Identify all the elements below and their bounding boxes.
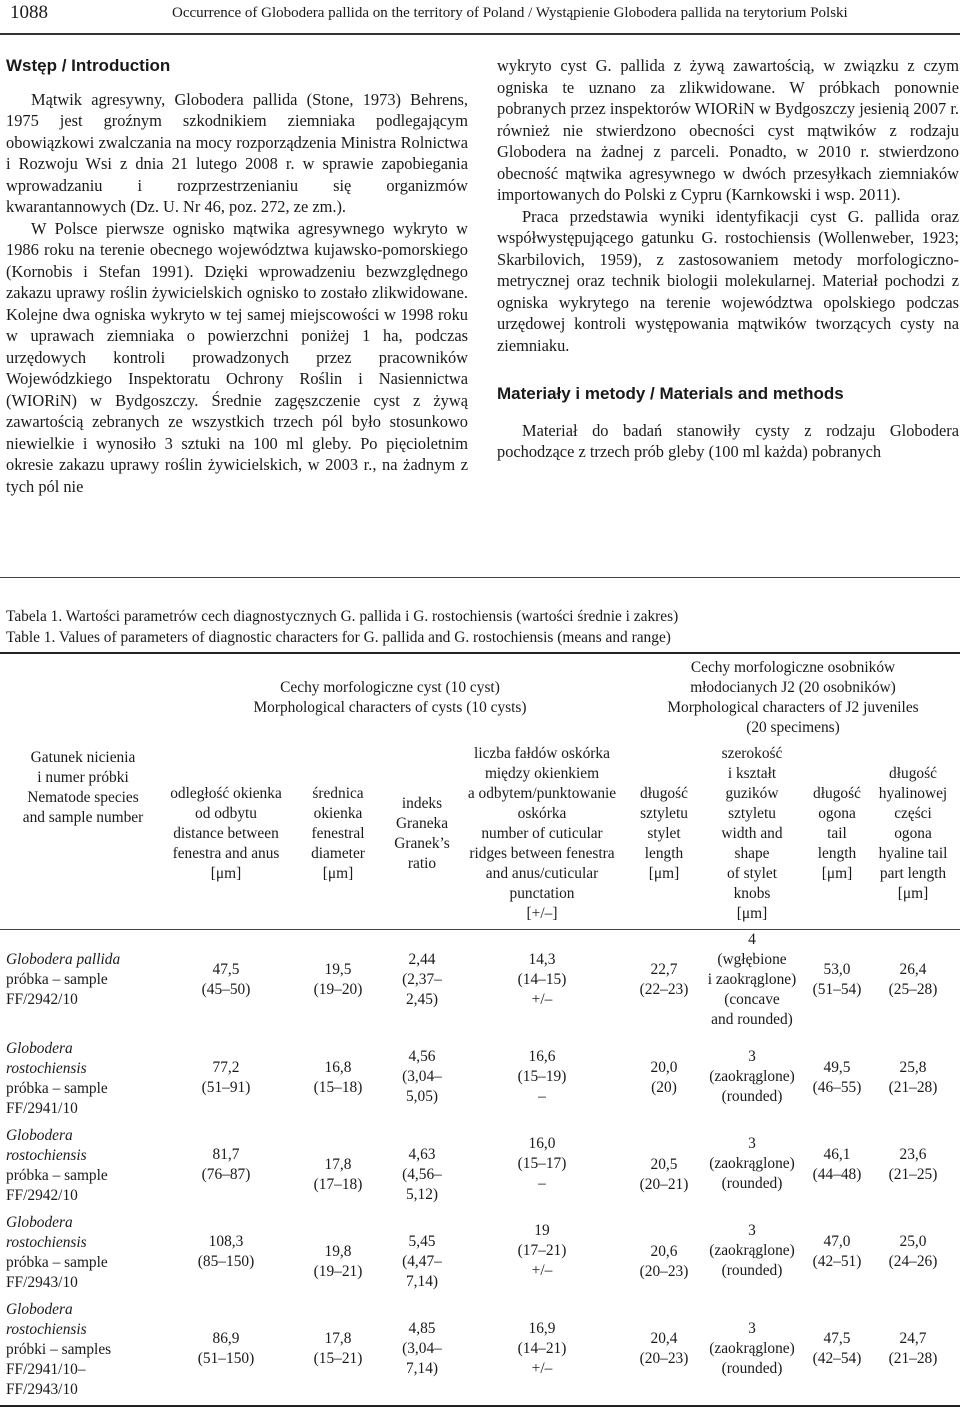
right-column: [497, 55, 959, 463]
page-header: [0, 0, 960, 38]
table-row-3-tail-length: 46,1 (44–48): [812, 1146, 862, 1183]
table-row-3-diameter: 17,8 (17–18): [313, 1156, 363, 1193]
table-row-4-ridges: 19 (17–21) +/–: [517, 1222, 567, 1279]
table-row-3-hyaline-tail: 23,6 (21–25): [888, 1146, 938, 1183]
table-row-3-ridges: 16,0 (15–17) –: [517, 1135, 567, 1192]
table-row-5-diameter: 17,8 (15–21): [313, 1330, 363, 1367]
table-row-1-species: Globodera pallida próbka – sample FF/2942/10: [6, 951, 121, 1008]
table-row-5-species: Globodera rostochiensis próbki – samples FF/2941/10– FF/2943/10: [6, 1301, 112, 1398]
table-row-5-granek: 4,85 (3,04– 7,14): [402, 1320, 442, 1377]
table-caption-en: Table 1. Values of parameters of diagnostic characters for G. pallida and G. rostochiensis (means and range): [6, 629, 671, 646]
table-row-1-diameter: 19,5 (19–20): [313, 961, 363, 998]
table-row-2-distance: 77,2 (51–91): [201, 1059, 251, 1096]
methods-paragraph-1: Materiał do badań stanowiły cysty z rodzaju Globodera pochodzące z trzech prób gleby (100 ml każda) pobranych: [497, 420, 959, 461]
methods-heading: Materiały i metody / Materials and methods: [497, 384, 844, 403]
table-row-4-species: Globodera rostochiensis próbka – sample FF/2943/10: [6, 1214, 108, 1291]
table-row-4-tail-length: 47,0 (42–51): [812, 1233, 862, 1270]
table-row-4-stylet-length: 20,6 (20–23): [639, 1243, 689, 1280]
body-rule: [0, 577, 960, 578]
page-number: 1088: [10, 2, 48, 23]
table-row-4-distance: 108,3 (85–150): [197, 1233, 255, 1270]
group-heading-cysts: Cechy morfologiczne cyst (10 cyst) Morphological characters of cysts (10 cysts): [253, 679, 527, 716]
table-row-2-hyaline-tail: 25,8 (21–28): [888, 1059, 938, 1096]
group-heading-juveniles: Cechy morfologiczne osobników młodocianych J2 (20 osobników) Morphological characters of J2 juveniles (20 specimens): [667, 659, 919, 736]
table-row-2-ridges: 16,6 (15–19) –: [517, 1048, 567, 1105]
table-row-3-granek: 4,63 (4,56– 5,12): [402, 1146, 442, 1203]
table-row-3-stylet-length: 20,5 (20–21): [639, 1156, 689, 1193]
column-header-stylet-knobs: szerokość i kształt guzików sztyletu width and shape of stylet knobs [μm]: [721, 745, 783, 922]
column-header-granek: indeks Graneka Granek’s ratio: [394, 795, 450, 872]
table-row-1-stylet-knobs: 4 (wgłębione i zaokrąglone) (concave and rounded): [707, 931, 797, 1028]
table-row-1-tail-length: 53,0 (51–54): [812, 961, 862, 998]
table-row-2-stylet-length: 20,0 (20): [650, 1059, 678, 1096]
introduction-heading: Wstęp / Introduction: [6, 56, 171, 75]
table-row-4-stylet-knobs: 3 (zaokrąglone) (rounded): [709, 1222, 795, 1279]
column-header-distance: odległość okienka od odbytu distance between fenestra and anus [μm]: [170, 785, 282, 882]
column-header-species: Gatunek nicienia i numer próbki Nematode species and sample number: [22, 749, 144, 826]
table-bottom-rule: [0, 1405, 960, 1407]
table-row-2-diameter: 16,8 (15–18): [313, 1059, 363, 1096]
column-header-tail-length: długość ogona tail length [μm]: [813, 785, 861, 882]
table-row-3-distance: 81,7 (76–87): [201, 1146, 251, 1183]
table-captions: [6, 606, 956, 648]
table-row-2-tail-length: 49,5 (46–55): [812, 1059, 862, 1096]
left-column: [6, 55, 468, 497]
column-header-hyaline-tail: długość hyalinowej części ogona hyaline tail part length [μm]: [878, 765, 948, 902]
running-title: Occurrence of Globodera pallida on the territory of Poland / Wystąpienie Globodera pallida na terytorium Polski: [172, 5, 848, 21]
table-row-3-species: Globodera rostochiensis próbka – sample FF/2942/10: [6, 1127, 108, 1204]
table-row-5-stylet-length: 20,4 (20–23): [639, 1330, 689, 1367]
intro-paragraph-3: wykryto cyst G. pallida z żywą zawartością, w związku z czym ogniska te uznano za zlikwidowane. W próbkach ponownie pobranych przez inspektorów WIORiN w Bydgoszczy jesienią 2007 r. również nie stwierdzono obecności cyst mątwików z rodzaju Globodera na żadnej z parceli. Ponadto, w 2010 r. stwierdzono obecność mątwika agresywnego w dwóch przesyłkach ziemniaków importowanych do Polski z Cypru (Karnkowski i wsp. 2011).: [497, 56, 959, 204]
table-row-1-distance: 47,5 (45–50): [201, 961, 251, 998]
header-rule: [0, 33, 960, 35]
table-row-2-stylet-knobs: 3 (zaokrąglone) (rounded): [709, 1048, 795, 1105]
table-row-4-diameter: 19,8 (19–21): [313, 1243, 363, 1280]
table-row-1-hyaline-tail: 26,4 (25–28): [888, 961, 938, 998]
table-row-5-stylet-knobs: 3 (zaokrąglone) (rounded): [709, 1320, 795, 1377]
table-row-1-ridges: 14,3 (14–15) +/–: [517, 951, 567, 1008]
table-row-5-tail-length: 47,5 (42–54): [812, 1330, 862, 1367]
table-header-rule: [0, 929, 960, 930]
intro-paragraph-1: Mątwik agresywny, Globodera pallida (Stone, 1973) Behrens, 1975 jest groźnym szkodnikiem ziemniaka podlegającym obowiązkowi zwalczania na mocy rozporządzenia Ministra Rolnictwa i Rozwoju Wsi z dnia 21 lutego 2008 r. w sprawie zapobiegania wprowadzaniu i rozprzestrzenianiu się organizmów kwarantannowych (Dz. U. Nr 46, poz. 272, ze zm.).: [6, 89, 468, 216]
table-row-3-stylet-knobs: 3 (zaokrąglone) (rounded): [709, 1135, 795, 1192]
column-header-diameter: średnica okienka fenestral diameter [μm]: [311, 785, 365, 882]
table-row-4-granek: 5,45 (4,47– 7,14): [402, 1233, 442, 1290]
table-row-5-distance: 86,9 (51–150): [197, 1330, 255, 1367]
column-header-stylet-length: długość sztyletu stylet length [μm]: [640, 785, 688, 882]
table-caption-pl: Tabela 1. Wartości parametrów cech diagnostycznych G. pallida i G. rostochiensis (wartości średnie i zakres): [6, 608, 679, 625]
table-row-1-granek: 2,44 (2,37– 2,45): [402, 951, 442, 1008]
table-row-4-hyaline-tail: 25,0 (24–26): [888, 1233, 938, 1270]
table-top-rule: [0, 652, 960, 654]
table-row-5-ridges: 16,9 (14–21) +/–: [517, 1320, 567, 1377]
intro-paragraph-4: Praca przedstawia wyniki identyfikacji cyst G. pallida oraz współwystępującego gatunku G. rostochiensis (Wollenweber, 1923; Skarbilovich, 1959), z zastosowaniem metody morfologiczno-metrycznej oraz technik biologii molekularnej. Materiał pochodzi z ogniska wykrytego na terenie województwa opolskiego podczas urzędowej kontroli występowania mątwików tworzących cysty na ziemniaku.: [497, 206, 959, 355]
table-row-1-stylet-length: 22,7 (22–23): [639, 961, 689, 998]
table-row-5-hyaline-tail: 24,7 (21–28): [888, 1330, 938, 1367]
column-header-ridges: liczba fałdów oskórka między okienkiem a odbytem/punktowanie oskórka number of cuticular ridges between fenestra and anus/cuticular punctation [+/–]: [467, 745, 617, 922]
table-row-2-granek: 4,56 (3,04– 5,05): [402, 1048, 442, 1105]
table-row-2-species: Globodera rostochiensis próbka – sample FF/2941/10: [6, 1040, 108, 1117]
intro-paragraph-2: W Polsce pierwsze ognisko mątwika agresywnego wykryto w 1986 roku na terenie obecnego województwa kujawsko-pomorskiego (Kornobis i Stefan 1991). Dzięki wprowadzeniu bezwzględnego zakazu uprawy roślin żywicielskich ognisko to zostało zlikwidowane. Kolejne dwa ogniska wykryto w tej samej miejscowości w 1998 roku w uprawach ziemniaka o powierzchni poniżej 1 ha, podczas urzędowych kontroli prowadzonych przez pracowników Wojewódzkiego Inspektoratu Ochrony Roślin i Nasiennictwa (WIORiN) w Bydgoszczy. Średnie zagęszczenie cyst z żywą zawartością zebranych ze wszystkich trzech pól było stosunkowo niewielkie i wynosiło 3 sztuki na 100 ml gleby. Po pięcioletnim okresie zakazu uprawy roślin żywicielskich, w 2003 r., na żadnym z tych pól nie: [6, 218, 468, 496]
